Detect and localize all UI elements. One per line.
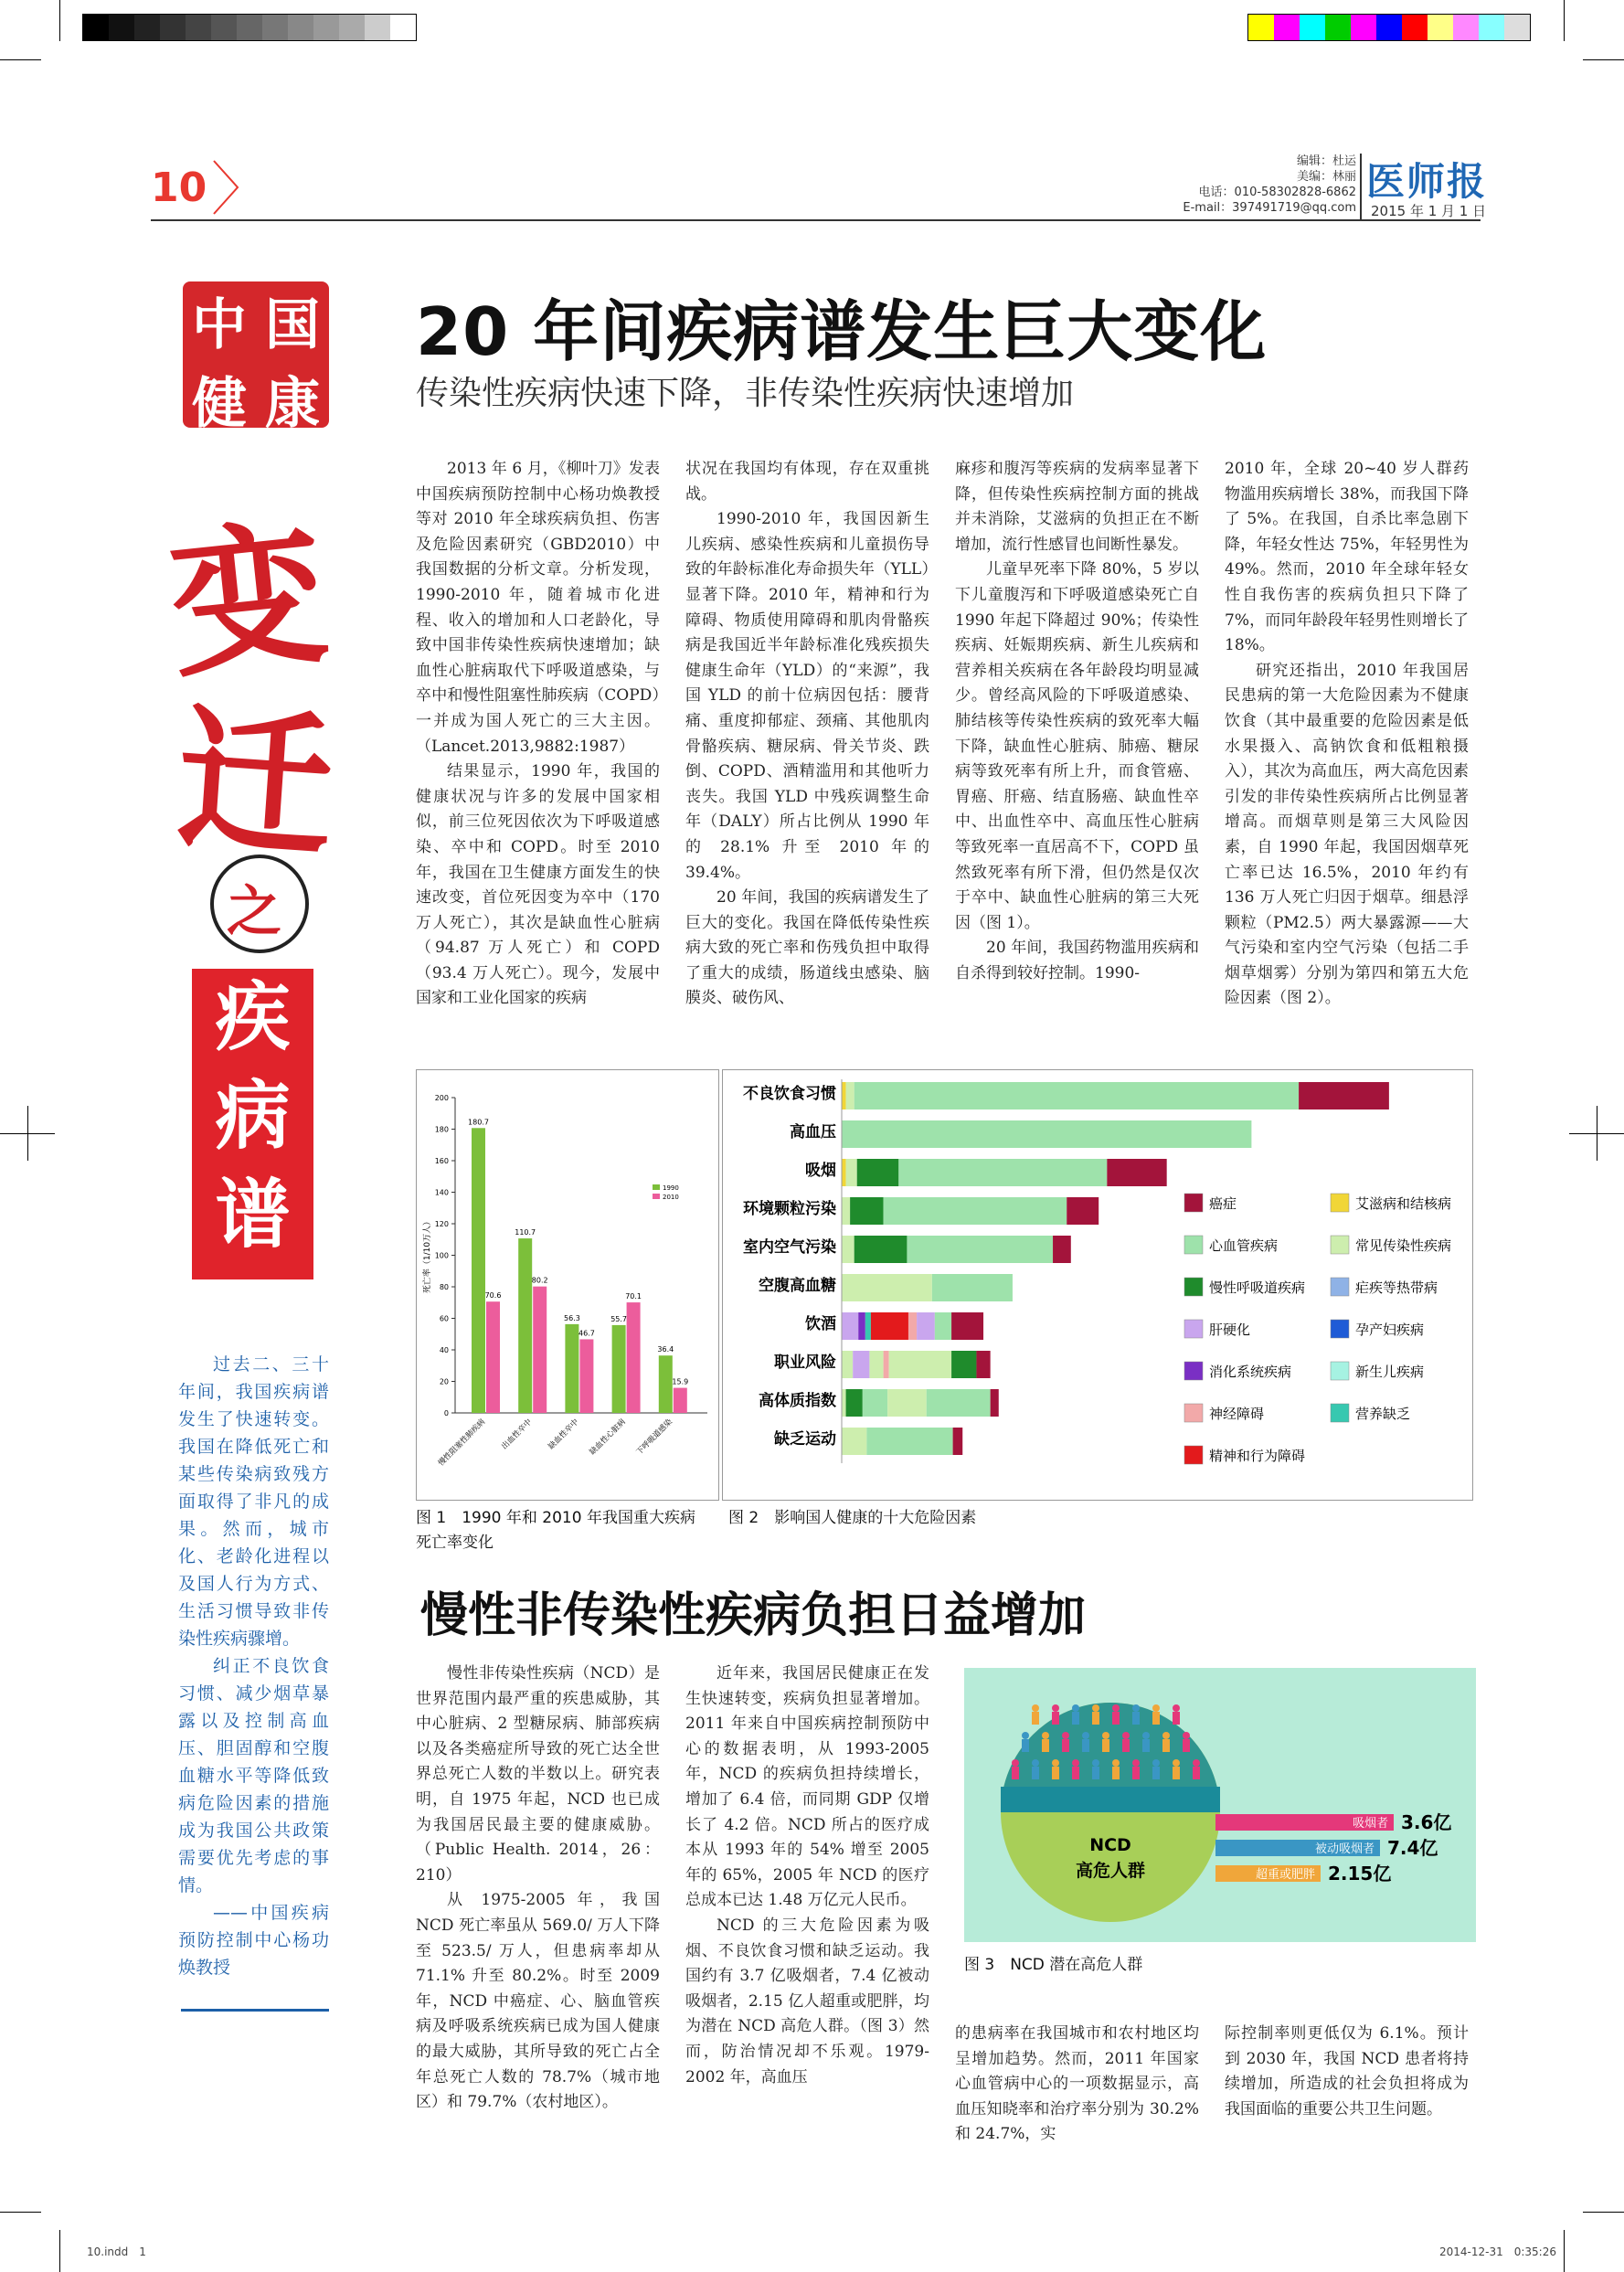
figure-2-frame	[722, 1069, 1473, 1501]
row-label: 高血压	[790, 1123, 836, 1141]
person-icon	[1132, 1759, 1140, 1767]
person-icon	[1152, 1704, 1160, 1712]
chevron-right-icon	[208, 155, 245, 219]
segment-肝硬化	[842, 1312, 858, 1340]
legend-label-1990: 1990	[663, 1184, 679, 1192]
bar-2010	[627, 1302, 641, 1413]
y-tick-label: 180	[434, 1125, 449, 1134]
bar-2010	[486, 1301, 500, 1413]
y-tick-label: 200	[434, 1094, 449, 1102]
bar-2010	[579, 1339, 593, 1413]
person-icon	[1012, 1767, 1019, 1779]
segment-慢性呼吸道疾病	[951, 1351, 976, 1378]
issue-date: 2015 年 1 月 1 日	[1371, 203, 1487, 219]
risk-bar-value: 3.6亿	[1401, 1811, 1452, 1833]
data-label: 55.7	[610, 1314, 628, 1323]
bar-1990	[659, 1355, 673, 1413]
category-label: 缺血性心脏病	[588, 1417, 628, 1458]
data-label: 80.2	[531, 1276, 548, 1285]
segment-癌症	[1053, 1236, 1071, 1263]
figure-1-frame	[416, 1069, 719, 1501]
segment-肝硬化	[917, 1312, 935, 1340]
circle-band	[1001, 1787, 1220, 1812]
person-icon	[1052, 1712, 1059, 1725]
legend-swatch-2010	[653, 1194, 660, 1199]
person-icon	[1072, 1759, 1079, 1767]
person-icon	[1052, 1767, 1059, 1779]
legend-swatch	[1331, 1404, 1349, 1422]
row-label: 不良饮食习惯	[743, 1085, 836, 1103]
figure-3-frame	[964, 1668, 1476, 1942]
china-health-seal	[183, 281, 329, 436]
row-label: 环境颗粒污染	[743, 1200, 836, 1218]
legend-swatch	[1184, 1404, 1203, 1422]
paragraph: 麻疹和腹泻等疾病的发病率显著下降，但传染性疾病控制方面的挑战并未消除，艾滋病的负担正在不断增加，流行性感冒也间断性暴发。	[955, 460, 1199, 554]
person-icon	[1173, 1759, 1180, 1767]
segment-常见传染性疾病	[842, 1351, 853, 1378]
person-icon	[1062, 1732, 1069, 1739]
segment-癌症	[951, 1312, 983, 1340]
legend-label: 常见传染性疾病	[1355, 1237, 1452, 1254]
legend-label: 疟疾等热带病	[1355, 1279, 1438, 1296]
segment-癌症	[1067, 1197, 1099, 1225]
segment-慢性呼吸道疾病	[850, 1197, 883, 1225]
editor-note	[178, 1351, 329, 1981]
note-paragraph: 纠正不良饮食习惯、减少烟草暴露以及控制高血压、胆固醇和空腹血糖水平等降低致病危险因素的措施成为我国公共政策需要优先考虑的事情。	[178, 1656, 329, 1895]
bar-1990	[612, 1325, 626, 1413]
y-axis-label: 死亡率（1/10万人）	[423, 1216, 432, 1294]
segment-常见传染性疾病	[842, 1197, 850, 1225]
person-icon	[1173, 1712, 1180, 1725]
article-headline: 20 年间疾病谱发生巨大变化	[416, 293, 1268, 370]
person-icon	[1032, 1704, 1039, 1712]
person-icon	[1112, 1712, 1120, 1725]
person-icon	[1062, 1739, 1069, 1752]
category-label: 缺血性卒中	[547, 1417, 581, 1452]
person-icon	[1052, 1704, 1059, 1712]
segment-心血管疾病	[866, 1428, 952, 1455]
y-tick-label: 60	[439, 1314, 449, 1323]
segment-心血管疾病	[898, 1159, 1107, 1186]
legend-swatch	[1331, 1236, 1349, 1254]
y-tick-label: 80	[439, 1283, 449, 1291]
person-icon	[1183, 1739, 1190, 1752]
segment-慢性呼吸道疾病	[846, 1389, 863, 1417]
figure-1-caption	[416, 1506, 727, 1555]
legend-swatch	[1331, 1278, 1349, 1296]
crop-mark	[1564, 2230, 1565, 2272]
note-paragraph: 过去二、三十年间，我国疾病谱发生了快速转变。我国在降低死亡和某些传染病致残方面取得了非凡的成果。然而，城市化、老龄化进程以及国人行为方式、生活习惯导致非传染性疾病骤增。	[178, 1354, 329, 1649]
caption-line: 图 1 1990 年和 2010 年我国重大疾病	[416, 1509, 695, 1527]
calligraphy-qian: 迁	[171, 686, 339, 880]
person-icon	[1162, 1732, 1170, 1739]
person-icon	[1102, 1739, 1109, 1752]
bar-2010	[674, 1388, 687, 1413]
seal-char: 国	[265, 293, 320, 357]
figure-3-caption: 图 3 NCD 潜在高危人群	[964, 1956, 1143, 1974]
page-number: 10	[151, 165, 207, 211]
color-calibration-bar	[1247, 14, 1531, 41]
paragraph: 2010 年，全球 20~40 岁人群药物滥用疾病增长 38%，而我国下降了 5%。在我国，自杀比率急剧下降，年轻女性达 75%，年轻男性为 49%。然而，2010 年全球年轻女性自我伤害的疾病负担只下降了 7%，而同年龄段年轻男性则增长了 18%。	[1225, 460, 1469, 655]
person-icon	[1193, 1767, 1200, 1779]
crop-mark	[1564, 0, 1565, 41]
risk-bar-label: 吸烟者	[1352, 1817, 1388, 1831]
legend-label: 心血管疾病	[1209, 1237, 1279, 1254]
person-icon	[1032, 1767, 1039, 1779]
segment-肝硬化	[853, 1351, 869, 1378]
segment-常见传染性疾病	[842, 1236, 854, 1263]
segment-心血管疾病	[927, 1389, 991, 1417]
person-icon	[1082, 1739, 1089, 1752]
legend-label: 消化系统疾病	[1209, 1364, 1292, 1380]
segment-精神和行为障碍	[871, 1312, 908, 1340]
risk-bar-value: 2.15亿	[1328, 1863, 1392, 1884]
data-label: 56.3	[563, 1313, 580, 1322]
editorial-info	[1183, 154, 1356, 216]
y-tick-label: 120	[434, 1220, 449, 1228]
caption-line: 死亡率变化	[416, 1534, 494, 1552]
crop-mark	[1583, 2212, 1624, 2213]
person-icon	[1092, 1712, 1099, 1725]
article-2-headline: 慢性非传染性疾病负担日益增加	[420, 1588, 1087, 1643]
figure-2-caption: 图 2 影响国人健康的十大危险因素	[728, 1509, 977, 1527]
risk-bar-value: 7.4亿	[1387, 1837, 1438, 1859]
header-rule	[151, 219, 1481, 221]
bar-1990	[472, 1128, 485, 1413]
note-signature: ——中国疾病预防控制中心杨功焕教授	[178, 1903, 329, 1978]
person-icon	[1052, 1759, 1059, 1767]
paragraph: 20 年间，我国药物滥用疾病和自杀得到较好控制。1990-	[955, 939, 1199, 982]
person-icon	[1142, 1739, 1150, 1752]
category-label: 慢性阻塞性肺疾病	[436, 1417, 488, 1469]
segment-癌症	[1107, 1159, 1166, 1186]
email-line: E-mail：397491719@qq.com	[1183, 201, 1356, 215]
person-icon	[1022, 1739, 1029, 1752]
legend-swatch	[1184, 1194, 1203, 1212]
data-label: 70.6	[484, 1291, 502, 1301]
paragraph: 状况在我国均有体现，存在双重挑战。	[685, 460, 929, 504]
row-label: 职业风险	[774, 1354, 836, 1372]
paragraph: 慢性非传染性疾病（NCD）是世界范围内最严重的疾患威胁，其中心脏病、2 型糖尿病、肺部疾病以及各类癌症所导致的死亡达全世界总死亡人数的半数以上。研究表明，自 1975 年起，NCD 也已成为我国居民最主要的健康威胁。（Public Health. 2014，26：210）	[416, 1664, 660, 1884]
banner-char: 疾	[215, 974, 291, 1061]
segment-心血管疾病	[932, 1274, 1013, 1301]
segment-心血管疾病	[907, 1236, 1053, 1263]
person-icon	[1022, 1732, 1029, 1739]
segment-常见传染性疾病	[846, 1082, 854, 1109]
y-tick-label: 0	[443, 1409, 449, 1417]
person-icon	[1132, 1704, 1140, 1712]
header-divider	[1360, 154, 1362, 219]
banner-char: 谱	[215, 1172, 291, 1258]
person-icon	[1173, 1704, 1180, 1712]
row-label: 饮酒	[805, 1315, 836, 1333]
segment-癌症	[1299, 1082, 1389, 1109]
segment-常见传染性疾病	[889, 1351, 951, 1378]
bar-1990	[518, 1238, 532, 1413]
legend-label: 营养缺乏	[1355, 1406, 1411, 1422]
legend-label: 神经障碍	[1209, 1406, 1265, 1422]
paragraph: 从 1975-2005 年，我国 NCD 死亡率虽从 569.0/ 万人下降至 523.5/ 万人，但患病率却从 71.1% 升至 80.2%。时至 2009 年，NCD 中癌症、心、脑血管疾病及呼吸系统疾病已成为国人健康的最大威胁，其所导致的死亡占全年总死亡人数的 78.7%（城市地区）和 79.7%（农村地区）。	[416, 1891, 660, 2112]
category-label: 出血性卒中	[500, 1417, 535, 1452]
banner-char: 病	[215, 1073, 291, 1160]
segment-消化系统疾病	[858, 1312, 865, 1340]
article-column-4	[1225, 457, 1469, 1012]
article-2-column-1	[416, 1662, 660, 2116]
segment-慢性呼吸道疾病	[857, 1159, 899, 1186]
segment-癌症	[976, 1351, 990, 1378]
person-icon	[1142, 1732, 1150, 1739]
legend-swatch	[1184, 1278, 1203, 1296]
legend-swatch	[1184, 1446, 1203, 1464]
paragraph: 1990-2010 年，我国因新生儿疾病、感染性疾病和儿童损伤导致的年龄标准化寿命损失年（YLL）显著下降。2010 年，精神和行为障碍、物质使用障碍和肌肉骨骼疾病是我国近半年龄标准化残疾损失健康生命年（YLD）的“来源”，我国 YLD 的前十位病因包括：腰背痛、重度抑郁症、颈痛、其他肌肉骨骼疾病、糖尿病、骨关节炎、跌倒、COPD、酒精滥用和其他听力丧失。我国 YLD 中残疾调整生命年（DALY）所占比例从 1990 年的 28.1% 升至 2010 年的 39.4%。	[685, 510, 929, 882]
data-label: 180.7	[468, 1118, 489, 1127]
paragraph: 近年来，我国居民健康正在发生快速转变，疾病负担显著增加。2011 年来自中国疾病控制预防中心的数据表明，从 1993-2005 年，NCD 的疾病负担持续增长，增加了 6.4 倍，而同期 GDP 仅增长了 4.2 倍。NCD 所占的医疗成本从 1993 年的 54% 增至 2005 年的 65%，2005 年 NCD 的医疗总成本已达 1.48 万亿元人民币。	[685, 1664, 929, 1910]
calligraphy-zhi: 之	[227, 880, 281, 944]
person-icon	[1112, 1759, 1120, 1767]
crop-mark	[0, 59, 41, 60]
paragraph: 2013 年 6 月，《柳叶刀》发表中国疾病预防控制中心杨功焕教授等对 2010 年全球疾病负担、伤害及危险因素研究（GBD2010）中我国数据的分析文章。分析发现，1990-2010 年，随着城市化进程、收入的增加和人口老龄化，导致中国非传染性疾病快速增加；缺血性心脏病取代下呼吸道感染，与卒中和慢性阻塞性肺疾病（COPD）一并成为国人死亡的三大主因。（Lancet.2013,9882:1987）	[416, 460, 660, 756]
legend-swatch	[1331, 1320, 1349, 1338]
person-icon	[1122, 1739, 1130, 1752]
segment-常见传染性疾病	[842, 1389, 846, 1417]
bar-1990	[565, 1324, 578, 1413]
designer-line: 美编：林丽	[1296, 170, 1356, 184]
segment-癌症	[991, 1389, 999, 1417]
y-tick-label: 160	[434, 1157, 449, 1165]
legend-label: 癌症	[1209, 1195, 1237, 1212]
article-subheadline: 传染性疾病快速下降，非传染性疾病快速增加	[416, 375, 1075, 412]
figure-3-chart	[964, 1668, 1476, 1942]
row-label: 高体质指数	[759, 1392, 836, 1410]
segment-神经障碍	[884, 1351, 889, 1378]
legend-swatch	[1331, 1362, 1349, 1380]
legend-label: 新生儿疾病	[1355, 1364, 1425, 1380]
article-2-column-3	[955, 2022, 1199, 2148]
person-icon	[1072, 1712, 1079, 1725]
person-icon	[1162, 1739, 1170, 1752]
legend-swatch	[1184, 1236, 1203, 1254]
crop-mark	[59, 2230, 60, 2272]
article-column-1	[416, 457, 660, 1012]
paragraph: 20 年间，我国的疾病谱发生了巨大的变化。我国在降低传染性疾病大致的死亡率和伤残负担中取得了重大的成绩，肠道线虫感染、脑膜炎、破伤风、	[685, 888, 929, 1008]
print-timestamp: 2014-12-31 0:35:26	[1439, 2245, 1556, 2258]
editor-line: 编辑：杜运	[1296, 154, 1356, 168]
phone-line: 电话：010-58302828-6862	[1198, 186, 1356, 199]
person-icon	[1012, 1759, 1019, 1767]
paragraph: 结果显示，1990 年，我国的健康状况与许多的发展中国家相似，前三位死因依次为下呼吸道感染、卒中和 COPD。时至 2010 年，我国在卫生健康方面发生的快速改变，首位死因变为卒中（170 万人死亡），其次是缺血性心脏病（94.87 万人死亡）和 COPD（93.4 万人死亡）。现今，发展中国家和工业化国家的疾病	[416, 762, 660, 1008]
row-label: 缺乏运动	[774, 1430, 836, 1449]
paper-logo: 医师报	[1366, 159, 1488, 204]
grayscale-calibration-bar	[82, 14, 417, 41]
person-icon	[1092, 1767, 1099, 1779]
crop-mark	[59, 0, 60, 41]
segment-癌症	[953, 1428, 963, 1455]
figure-2-chart	[723, 1070, 1472, 1500]
paragraph: NCD 的三大危险因素为吸烟、不良饮食习惯和缺乏运动。我国约有 3.7 亿吸烟者，7.4 亿被动吸烟者，2.15 亿人超重或肥胖，均为潜在 NCD 高危人群。（图 3）然而，防治情况却不乐观。1979-2002 年，高血压	[685, 1916, 929, 2086]
seal-char: 康	[265, 372, 320, 436]
seal-char: 健	[192, 372, 247, 436]
person-icon	[1032, 1759, 1039, 1767]
segment-心血管疾病	[863, 1389, 887, 1417]
row-label: 吸烟	[805, 1162, 836, 1180]
y-tick-label: 100	[434, 1251, 449, 1260]
person-icon	[1183, 1732, 1190, 1739]
article-column-3	[955, 457, 1199, 986]
legend-label: 肝硬化	[1209, 1322, 1251, 1338]
segment-常见传染性疾病	[887, 1389, 927, 1417]
data-label: 70.1	[625, 1292, 642, 1301]
legend-label: 孕产妇疾病	[1355, 1322, 1425, 1338]
legend-label-2010: 2010	[663, 1194, 679, 1201]
crop-mark	[27, 1106, 28, 1161]
person-icon	[1042, 1732, 1049, 1739]
y-tick-label: 20	[439, 1377, 449, 1386]
segment-常见传染性疾病	[842, 1428, 866, 1455]
article-2-column-2	[685, 1662, 929, 2090]
person-icon	[1122, 1732, 1130, 1739]
data-label: 110.7	[515, 1228, 536, 1237]
legend-swatch	[1184, 1320, 1203, 1338]
person-icon	[1152, 1767, 1160, 1779]
article-2-column-4	[1225, 2022, 1469, 2122]
person-icon	[1072, 1704, 1079, 1712]
person-icon	[1152, 1712, 1160, 1725]
disease-spectrum-banner	[192, 969, 313, 1279]
category-label: 下呼吸道感染	[634, 1417, 674, 1458]
person-icon	[1132, 1767, 1140, 1779]
person-icon	[1092, 1759, 1099, 1767]
seal-char: 中	[192, 293, 247, 357]
file-name: 10.indd 1	[87, 2245, 146, 2258]
person-icon	[1173, 1767, 1180, 1779]
article-column-2	[685, 457, 929, 1012]
risk-bar-label: 超重或肥胖	[1255, 1868, 1315, 1882]
segment-心血管疾病	[884, 1197, 1067, 1225]
calligraphy-bian: 变	[161, 501, 335, 700]
data-label: 46.7	[578, 1329, 595, 1338]
segment-艾滋病和结核病	[842, 1082, 846, 1109]
crop-mark	[1583, 59, 1624, 60]
paragraph: 儿童早死率下降 80%，5 岁以下儿童腹泻和下呼吸道感染死亡自 1990 年起下降超过 90%；传染性疾病、妊娠期疾病、新生儿疾病和营养相关疾病在各年龄段均明显减少。曾经高风险的下呼吸道感染、肺结核等传染性疾病的致死率大幅下降，缺血性心脏病、肺癌、糖尿病等致死率有所上升，而食管癌、胃癌、肝癌、结直肠癌、缺血性卒中、出血性卒中、高血压性心脏病等致死率一直居高不下，COPD 虽然致死率有所下滑，但仍然是仅次于卒中、缺血性心脏病的第三大死因（图 1）。	[955, 560, 1199, 932]
person-icon	[1092, 1704, 1099, 1712]
legend-label: 艾滋病和结核病	[1355, 1195, 1452, 1212]
paragraph: 际控制率则更低仅为 6.1%。预计到 2030 年，我国 NCD 患者将持续增加，所造成的社会负担将成为我国面临的重要公共卫生问题。	[1225, 2024, 1469, 2118]
center-label-2: 高危人群	[1075, 1861, 1146, 1881]
person-icon	[1082, 1732, 1089, 1739]
figure-1-chart	[417, 1070, 718, 1500]
person-icon	[1032, 1712, 1039, 1725]
note-rule	[181, 2009, 329, 2012]
segment-营养缺乏	[865, 1312, 871, 1340]
person-icon	[1102, 1732, 1109, 1739]
y-tick-label: 140	[434, 1188, 449, 1197]
legend-label: 精神和行为障碍	[1209, 1448, 1306, 1464]
segment-心血管疾病	[854, 1082, 1299, 1109]
center-label-1: NCD	[1089, 1835, 1131, 1855]
row-label: 室内空气污染	[743, 1238, 836, 1257]
data-label: 36.4	[657, 1345, 674, 1354]
segment-常见传染性疾病	[842, 1274, 932, 1301]
person-icon	[1112, 1767, 1120, 1779]
segment-常见传染性疾病	[869, 1351, 883, 1378]
bar-2010	[533, 1287, 547, 1413]
person-icon	[1112, 1704, 1120, 1712]
person-icon	[1132, 1712, 1140, 1725]
y-tick-label: 40	[439, 1346, 449, 1354]
paragraph: 研究还指出，2010 年我国居民患病的第一大危险因素为不健康饮食（其中最重要的危险因素是低水果摄入、高钠饮食和低粗粮摄入），其次为高血压，两大高危因素引发的非传染性疾病所占比例显著增高。而烟草则是第三大风险因素，自 1990 年起，我国因烟草死亡率已达 16.5%，2010 年约有 136 万人死亡归因于烟草。细悬浮颗粒（PM2.5）两大暴露源——大气污染和室内空气污染（包括二手烟草烟雾）分别为第四和第五大危险因素（图 2）。	[1225, 661, 1469, 1008]
crop-mark	[0, 2212, 41, 2213]
segment-慢性呼吸道疾病	[854, 1236, 908, 1263]
segment-艾滋病和结核病	[842, 1159, 846, 1186]
person-icon	[1072, 1767, 1079, 1779]
person-icon	[1152, 1759, 1160, 1767]
segment-神经障碍	[908, 1312, 917, 1340]
legend-swatch	[1331, 1194, 1349, 1212]
legend-label: 慢性呼吸道疾病	[1209, 1279, 1306, 1296]
legend-swatch-1990	[653, 1184, 660, 1190]
data-label: 15.9	[672, 1377, 689, 1386]
risk-bar-label: 被动吸烟者	[1314, 1842, 1375, 1856]
row-label: 空腹高血糖	[759, 1277, 836, 1295]
segment-心血管疾病	[935, 1312, 951, 1340]
person-icon	[1042, 1739, 1049, 1752]
legend-swatch	[1184, 1362, 1203, 1380]
segment-常见传染性疾病	[846, 1159, 857, 1186]
person-icon	[1193, 1759, 1200, 1767]
segment-心血管疾病	[842, 1120, 1251, 1148]
paragraph: 的患病率在我国城市和农村地区均呈增加趋势。然而，2011 年国家心血管病中心的一项数据显示，高血压知晓率和治疗率分别为 30.2% 和 24.7%，实	[955, 2024, 1199, 2144]
